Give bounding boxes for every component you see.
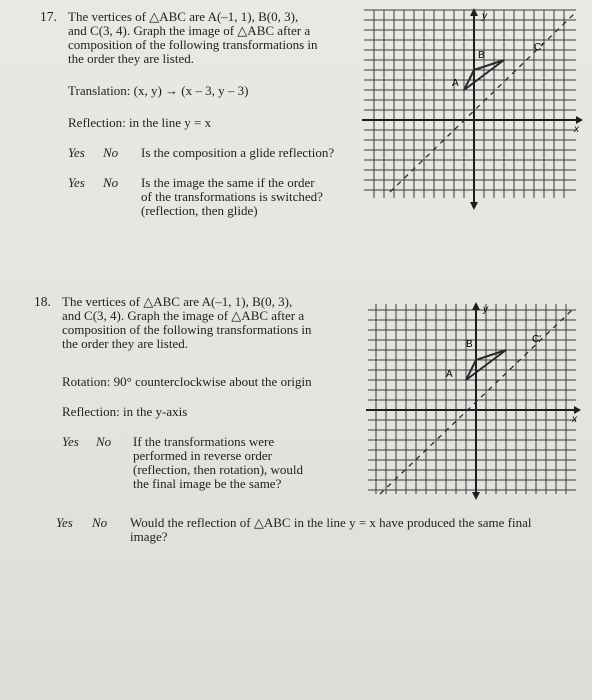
problem-18-reflection: Reflection: in the y-axis: [62, 404, 188, 419]
problem-17-number: 17.: [40, 9, 57, 24]
problem-18-q2-line-1: Would the reflection of △ABC in the line y = x have produced the same final: [130, 515, 532, 530]
problem-17-q2-no[interactable]: No: [103, 175, 119, 190]
point-a-label: A: [446, 369, 453, 380]
x-axis-label: x: [574, 124, 579, 135]
grid-lines: [364, 10, 576, 198]
problem-18-q1-line-1: If the transformations were: [133, 434, 275, 449]
problem-17-q1-no[interactable]: No: [103, 145, 119, 160]
problem-18-line-1: The vertices of △ABC are A(–1, 1), B(0, 3),: [62, 294, 293, 309]
problem-17-translation: Translation: (x, y) → (x – 3, y – 3): [68, 83, 249, 98]
problem-18-q1-line-3: (reflection, then rotation), would: [133, 462, 304, 477]
point-c-prime-label: C': [532, 334, 542, 345]
y-axis-label: y: [483, 304, 488, 315]
problem-17-coordinate-grid[interactable]: [362, 8, 586, 212]
problem-17-line-4: the order they are listed.: [68, 51, 194, 66]
grid-lines: [368, 304, 576, 494]
problem-18-q2-no[interactable]: No: [92, 515, 108, 530]
problem-17-q2-line-3: (reflection, then glide): [141, 203, 258, 218]
problem-18-q1-line-2: performed in reverse order: [133, 448, 272, 463]
problem-17-q1-yes[interactable]: Yes: [68, 145, 85, 160]
point-a-label: A: [452, 78, 459, 89]
problem-17-q2-line-2: of the transformations is switched?: [141, 189, 323, 204]
problem-18-line-2: and C(3, 4). Graph the image of △ABC after a: [62, 308, 305, 323]
problem-18-number: 18.: [34, 294, 51, 309]
problem-17-line-2: and C(3, 4). Graph the image of △ABC after a: [68, 23, 311, 38]
problem-18-rotation: Rotation: 90° counterclockwise about the origin: [62, 374, 312, 389]
point-c-prime-label: C': [534, 42, 544, 53]
problem-18-q2-line-2: image?: [130, 529, 168, 544]
problem-17-q2-line-1: Is the image the same if the order: [141, 175, 315, 190]
y-axis-label: y: [482, 11, 487, 22]
point-b-label: B: [466, 339, 473, 350]
problem-18-q1-no[interactable]: No: [96, 434, 112, 449]
problem-17-line-1: The vertices of △ABC are A(–1, 1), B(0, 3),: [68, 9, 299, 24]
point-b-label: B: [478, 50, 485, 61]
problem-18-line-4: the order they are listed.: [62, 336, 188, 351]
problem-18-q1-yes[interactable]: Yes: [62, 434, 79, 449]
problem-18-coordinate-grid[interactable]: [366, 300, 584, 502]
dashed-line-y-equals-x: [390, 14, 574, 192]
problem-17-reflection: Reflection: in the line y = x: [68, 115, 212, 130]
problem-18-line-3: composition of the following transformations in: [62, 322, 312, 337]
problem-18-q1-line-4: the final image be the same?: [133, 476, 282, 491]
x-axis-label: x: [572, 414, 577, 425]
problem-17-q1-text: Is the composition a glide reflection?: [141, 145, 335, 160]
problem-17-line-3: composition of the following transformations in: [68, 37, 318, 52]
problem-18-q2-yes[interactable]: Yes: [56, 515, 73, 530]
problem-17-q2-yes[interactable]: Yes: [68, 175, 85, 190]
